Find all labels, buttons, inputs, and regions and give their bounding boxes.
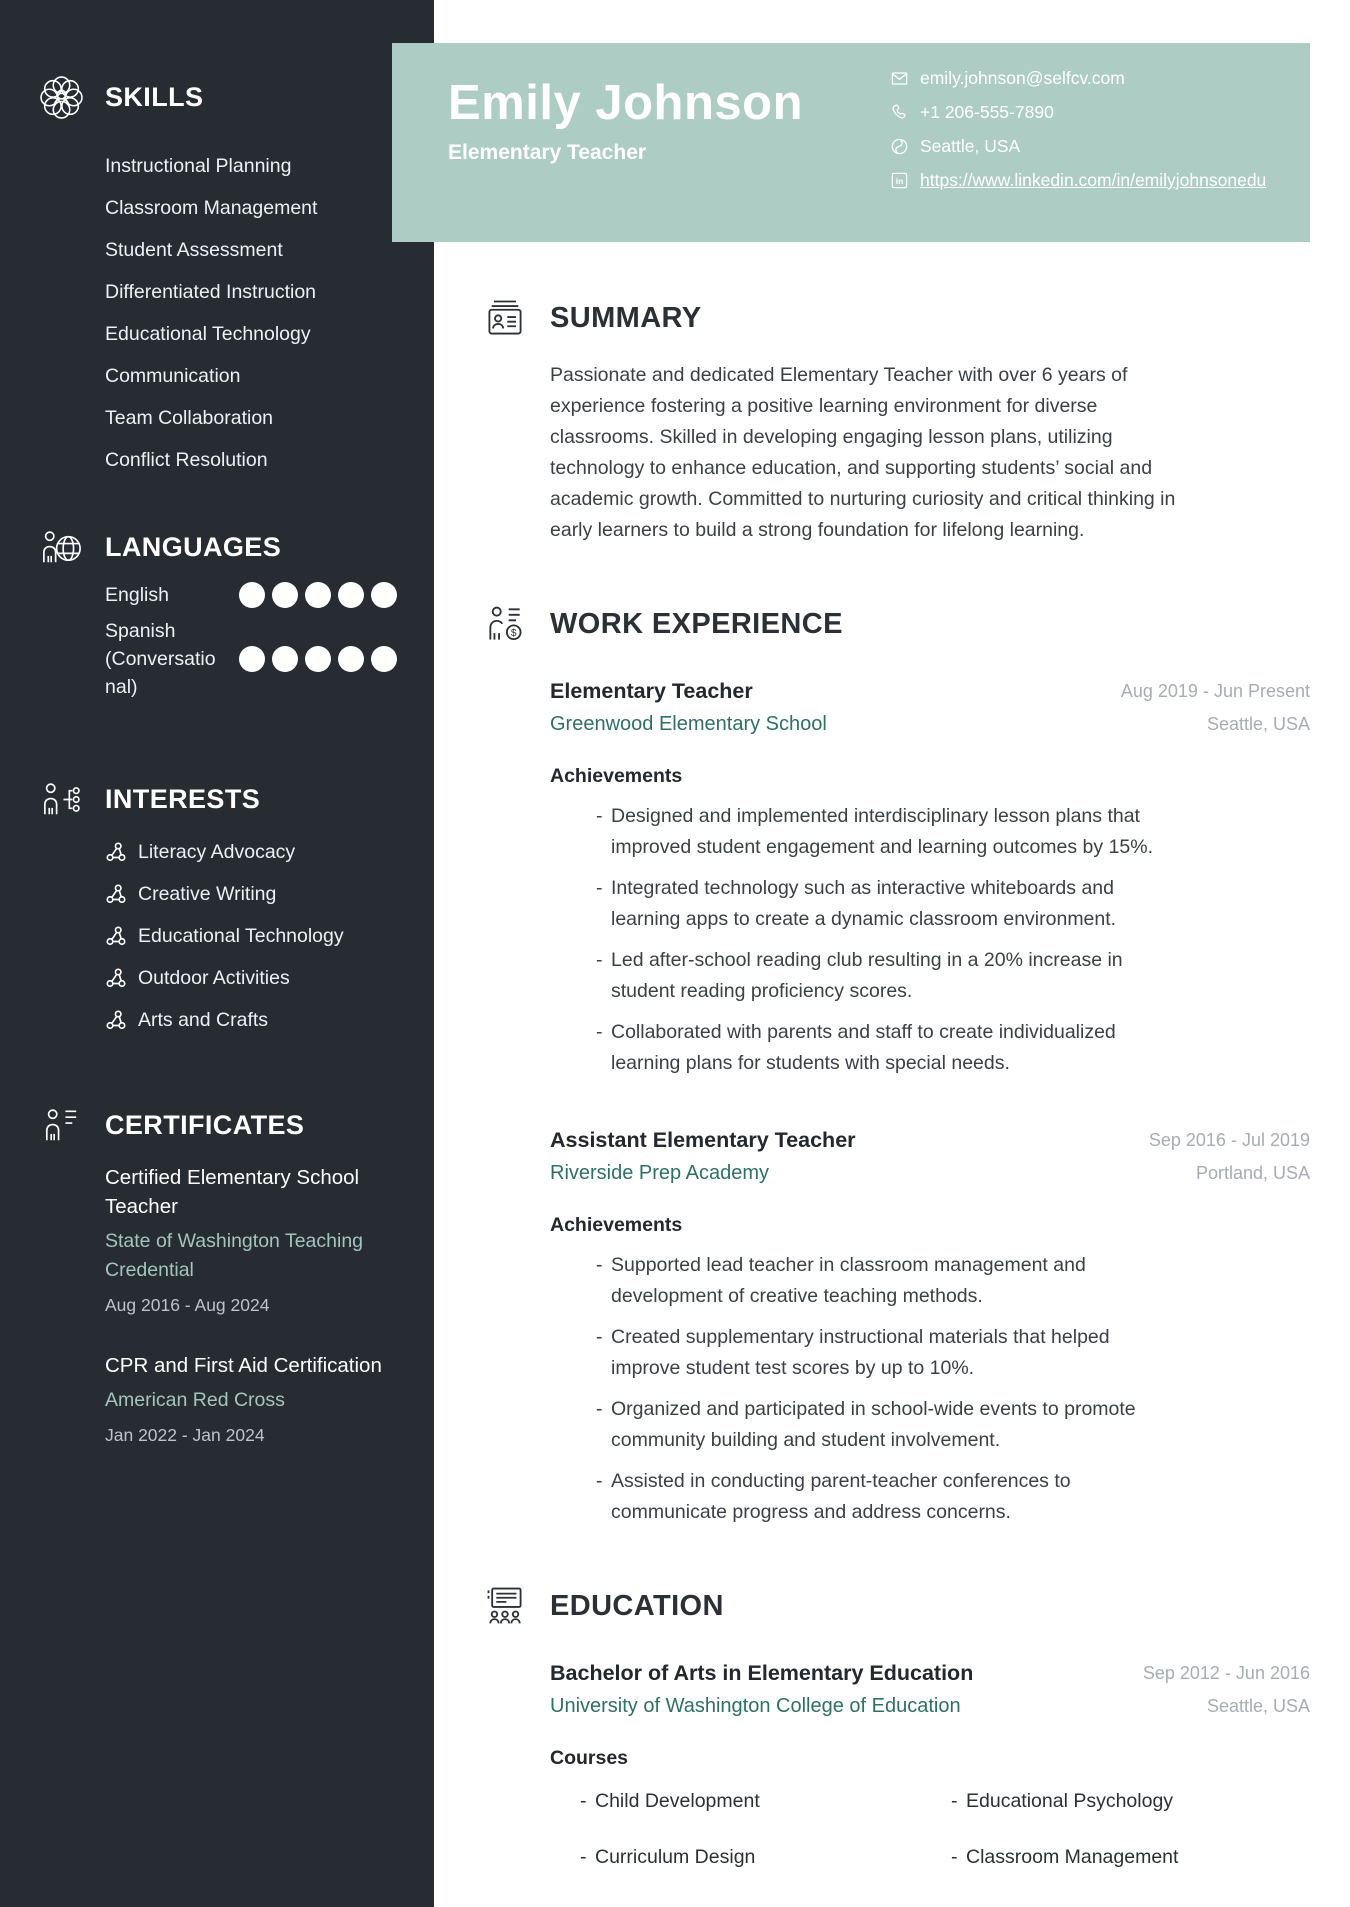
education-header [483,1584,1310,1628]
education-location: Seattle, USA [1206,1696,1310,1716]
education-right [1143,1656,1310,1723]
languages-header [38,524,408,571]
achievements-list [550,801,1310,1079]
skills-heading: SKILLS [105,82,204,112]
svg-text:$: $ [510,628,517,640]
person-name: Emily Johnson [448,76,804,130]
proficiency-dot [371,646,397,672]
education-entry-header [550,1656,1310,1723]
contact-email[interactable]: emily.johnson@selfcv.com [920,68,1125,88]
svg-text:in: in [895,176,904,187]
skill-item: Classroom Management [105,197,318,219]
language-row [105,617,408,701]
summary-text: Passionate and dedicated Elementary Teacher with over 6 years of experience fostering a positive learning environment for diverse classrooms. Skilled in developing engaging lesson plans, utilizing technology to enhance education, and supporting students’ social and academic growth. Committed to nurturing curiosity and critical thinking in early learners to build a strong foundation for lifelong learning. [550,364,1176,541]
contact-phone-row [890,101,1286,124]
languages-list [105,581,408,701]
language-level [239,646,397,672]
certificate-name: CPR and First Aid Certification [105,1354,382,1377]
achievement-item: - Organized and participated in school-wide events to promote community building and student involvement. [596,1394,1171,1456]
degree-title: Bachelor of Arts in Elementary Education [550,1661,974,1685]
contact-phone: +1 206-555-7890 [920,102,1054,122]
achievement-item: - Created supplementary instructional materials that helped improve student test scores by up to 10%. [596,1322,1171,1384]
interests-header [38,776,408,823]
sidebar [0,0,434,1907]
language-name: Spanish (Conversational) [105,620,216,698]
header-band [392,43,1310,242]
job-location: Seattle, USA [1206,714,1310,734]
proficiency-dot [371,582,397,608]
job-left [550,1123,856,1190]
achievement-item: - Designed and implemented interdisciplinary lesson plans that improved student engagement and learning outcomes by 15%. [596,801,1171,863]
interest-label: Literacy Advocacy [138,840,296,863]
proficiency-dot [239,646,265,672]
job-company: Riverside Prep Academy [550,1162,769,1184]
proficiency-dot [305,646,331,672]
certificates-header [38,1102,408,1149]
achievement-item: - Supported lead teacher in classroom management and development of creative teaching methods. [596,1250,1171,1312]
interest-item [105,873,408,915]
skill-item: Communication [105,365,241,387]
skill-item: Instructional Planning [105,155,292,177]
job-title: Assistant Elementary Teacher [550,1128,856,1152]
skill-item: Educational Technology [105,323,311,345]
proficiency-dot [272,582,298,608]
job-entry [550,674,1310,1079]
job-location: Portland, USA [1195,1163,1310,1183]
interest-label: Educational Technology [138,924,344,947]
job-title: Elementary Teacher [550,679,753,703]
identity-block [448,75,803,165]
skill-item: Differentiated Instruction [105,281,317,303]
sidebar-section-languages [38,524,408,701]
skills-icon [38,74,85,121]
interest-label: Outdoor Activities [138,966,290,989]
molecule-icon [105,1009,127,1031]
job-dates: Sep 2016 - Jul 2019 [1148,1130,1310,1150]
work-experience-header [483,602,1310,646]
contact-location-row [890,135,1286,158]
achievements-list [550,1250,1310,1528]
contact-location: Seattle, USA [920,136,1021,156]
skill-item: Conflict Resolution [105,449,268,471]
certificates-icon [38,1102,85,1149]
interest-label: Arts and Crafts [138,1008,269,1031]
sidebar-section-interests [38,776,408,1041]
certificate-name: Certified Elementary School Teacher [105,1166,360,1218]
skill-item: Student Assessment [105,239,283,261]
course-item: - Educational Psychology [951,1786,1310,1816]
contact-linkedin-link[interactable]: https://www.linkedin.com/in/emilyjohnsonedu [920,170,1267,190]
language-row [105,581,408,609]
achievement-item: - Integrated technology such as interactive whiteboards and learning apps to create a dynamic classroom environment. [596,873,1171,935]
work-experience-heading: WORK EXPERIENCE [550,607,843,640]
section-education [483,1584,1310,1872]
contact-linkedin-row [890,169,1286,192]
section-summary [483,296,1310,546]
skill-item: Team Collaboration [105,407,274,429]
certificate-dates: Aug 2016 - Aug 2024 [105,1295,270,1315]
language-level [239,582,397,608]
person-dollar-icon [483,602,527,646]
interest-item [105,831,408,873]
certificates-heading: CERTIFICATES [105,1110,305,1140]
interests-icon [38,776,85,823]
molecule-icon [105,883,127,905]
globe-icon [890,137,909,156]
job-header [550,1123,1310,1190]
contact-block [890,67,1286,203]
main-content [434,0,1350,1872]
job-company: Greenwood Elementary School [550,713,827,735]
interests-list [105,831,408,1041]
interest-label: Creative Writing [138,882,277,905]
phone-icon [890,103,909,122]
linkedin-icon [890,171,909,190]
molecule-icon [105,967,127,989]
courses-list [580,1786,1310,1872]
certificate-issuer: American Red Cross [105,1389,285,1411]
certificate-dates: Jan 2022 - Jan 2024 [105,1425,265,1445]
interest-item [105,957,408,999]
certificate-item [105,1163,408,1317]
course-item: - Classroom Management [951,1842,1310,1872]
job-header [550,674,1310,741]
school-name: University of Washington College of Education [550,1695,961,1717]
contact-email-row [890,67,1286,90]
job-left [550,674,827,741]
job-right [1149,1123,1310,1190]
language-name: English [105,584,169,606]
molecule-icon [105,841,127,863]
sidebar-section-certificates [38,1102,408,1447]
languages-heading: LANGUAGES [105,532,282,562]
achievements-label: Achievements [550,765,683,787]
proficiency-dot [305,582,331,608]
proficiency-dot [239,582,265,608]
certificate-item [105,1351,408,1447]
proficiency-dot [338,646,364,672]
job-entry [550,1123,1310,1528]
job-right [1121,674,1310,741]
certificates-list [105,1163,408,1447]
section-work-experience [483,602,1310,1528]
proficiency-dot [272,646,298,672]
id-card-icon [483,296,527,340]
education-heading: EDUCATION [550,1589,724,1622]
skills-list [105,145,408,481]
achievement-item: - Led after-school reading club resulting in a 20% increase in student reading proficiency scores. [596,945,1171,1007]
education-left [550,1656,973,1723]
course-item: - Curriculum Design [580,1842,951,1872]
achievements-label: Achievements [550,1214,683,1236]
education-entry [550,1656,1310,1872]
molecule-icon [105,925,127,947]
person-title: Elementary Teacher [448,141,647,164]
achievement-item: - Collaborated with parents and staff to create individualized learning plans for students with special needs. [596,1017,1171,1079]
summary-heading: SUMMARY [550,301,702,334]
sidebar-section-skills [38,74,408,481]
lecture-board-icon [483,1584,527,1628]
summary-header [483,296,1310,340]
achievement-item: - Assisted in conducting parent-teacher conferences to communicate progress and address concerns. [596,1466,1171,1528]
job-dates: Aug 2019 - Jun Present [1120,681,1310,701]
interest-item [105,915,408,957]
proficiency-dot [338,582,364,608]
interest-item [105,999,408,1041]
interests-heading: INTERESTS [105,784,261,814]
courses-label: Courses [550,1747,629,1769]
envelope-icon [890,69,909,88]
languages-icon [38,524,85,571]
skills-header [38,74,408,121]
certificate-issuer: State of Washington Teaching Credential [105,1230,364,1281]
course-item: - Child Development [580,1786,951,1816]
education-dates: Sep 2012 - Jun 2016 [1142,1663,1310,1683]
